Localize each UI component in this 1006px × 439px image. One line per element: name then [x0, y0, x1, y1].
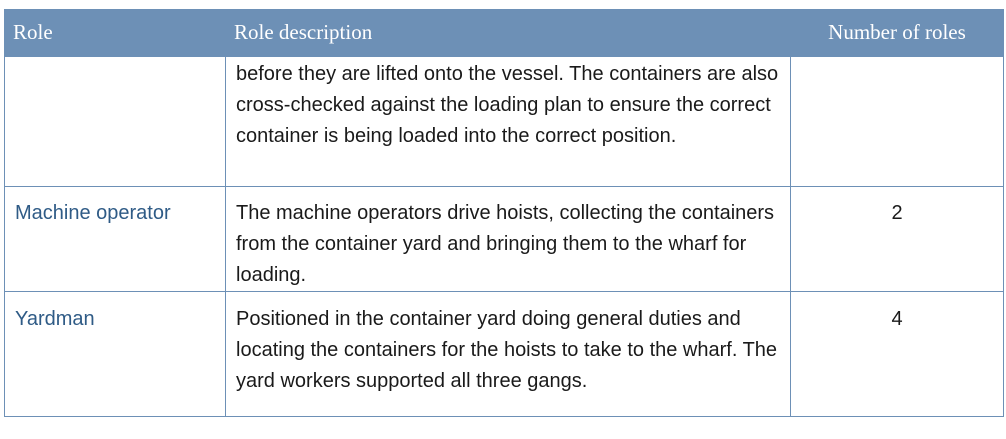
header-row	[5, 9, 1004, 57]
role-cell: Machine operator	[5, 187, 226, 292]
role-count-cell	[791, 57, 1004, 187]
role-description-cell: The machine operators drive hoists, collecting the containers from the container yard and bringing them to the wharf for loading.	[226, 187, 791, 292]
header-number-of-roles: Number of roles	[791, 9, 1004, 57]
roles-table	[4, 9, 1004, 417]
role-description-cell: Positioned in the container yard doing general duties and locating the containers for the hoists to take to the wharf. The yard workers supported all three gangs.	[226, 292, 791, 417]
role-count-cell: 4	[791, 292, 1004, 417]
header-role: Role	[5, 9, 226, 57]
table-row	[5, 292, 1004, 417]
table-row	[5, 187, 1004, 292]
table-body	[5, 57, 1004, 417]
role-count-cell: 2	[791, 187, 1004, 292]
role-cell: Yardman	[5, 292, 226, 417]
header-role-description: Role description	[226, 9, 791, 57]
table-header	[5, 9, 1004, 57]
table-row	[5, 57, 1004, 187]
role-cell	[5, 57, 226, 187]
role-description-cell: before they are lifted onto the vessel. The containers are also cross-checked against the loading plan to ensure the correct container is being loaded into the correct position.	[226, 57, 791, 187]
